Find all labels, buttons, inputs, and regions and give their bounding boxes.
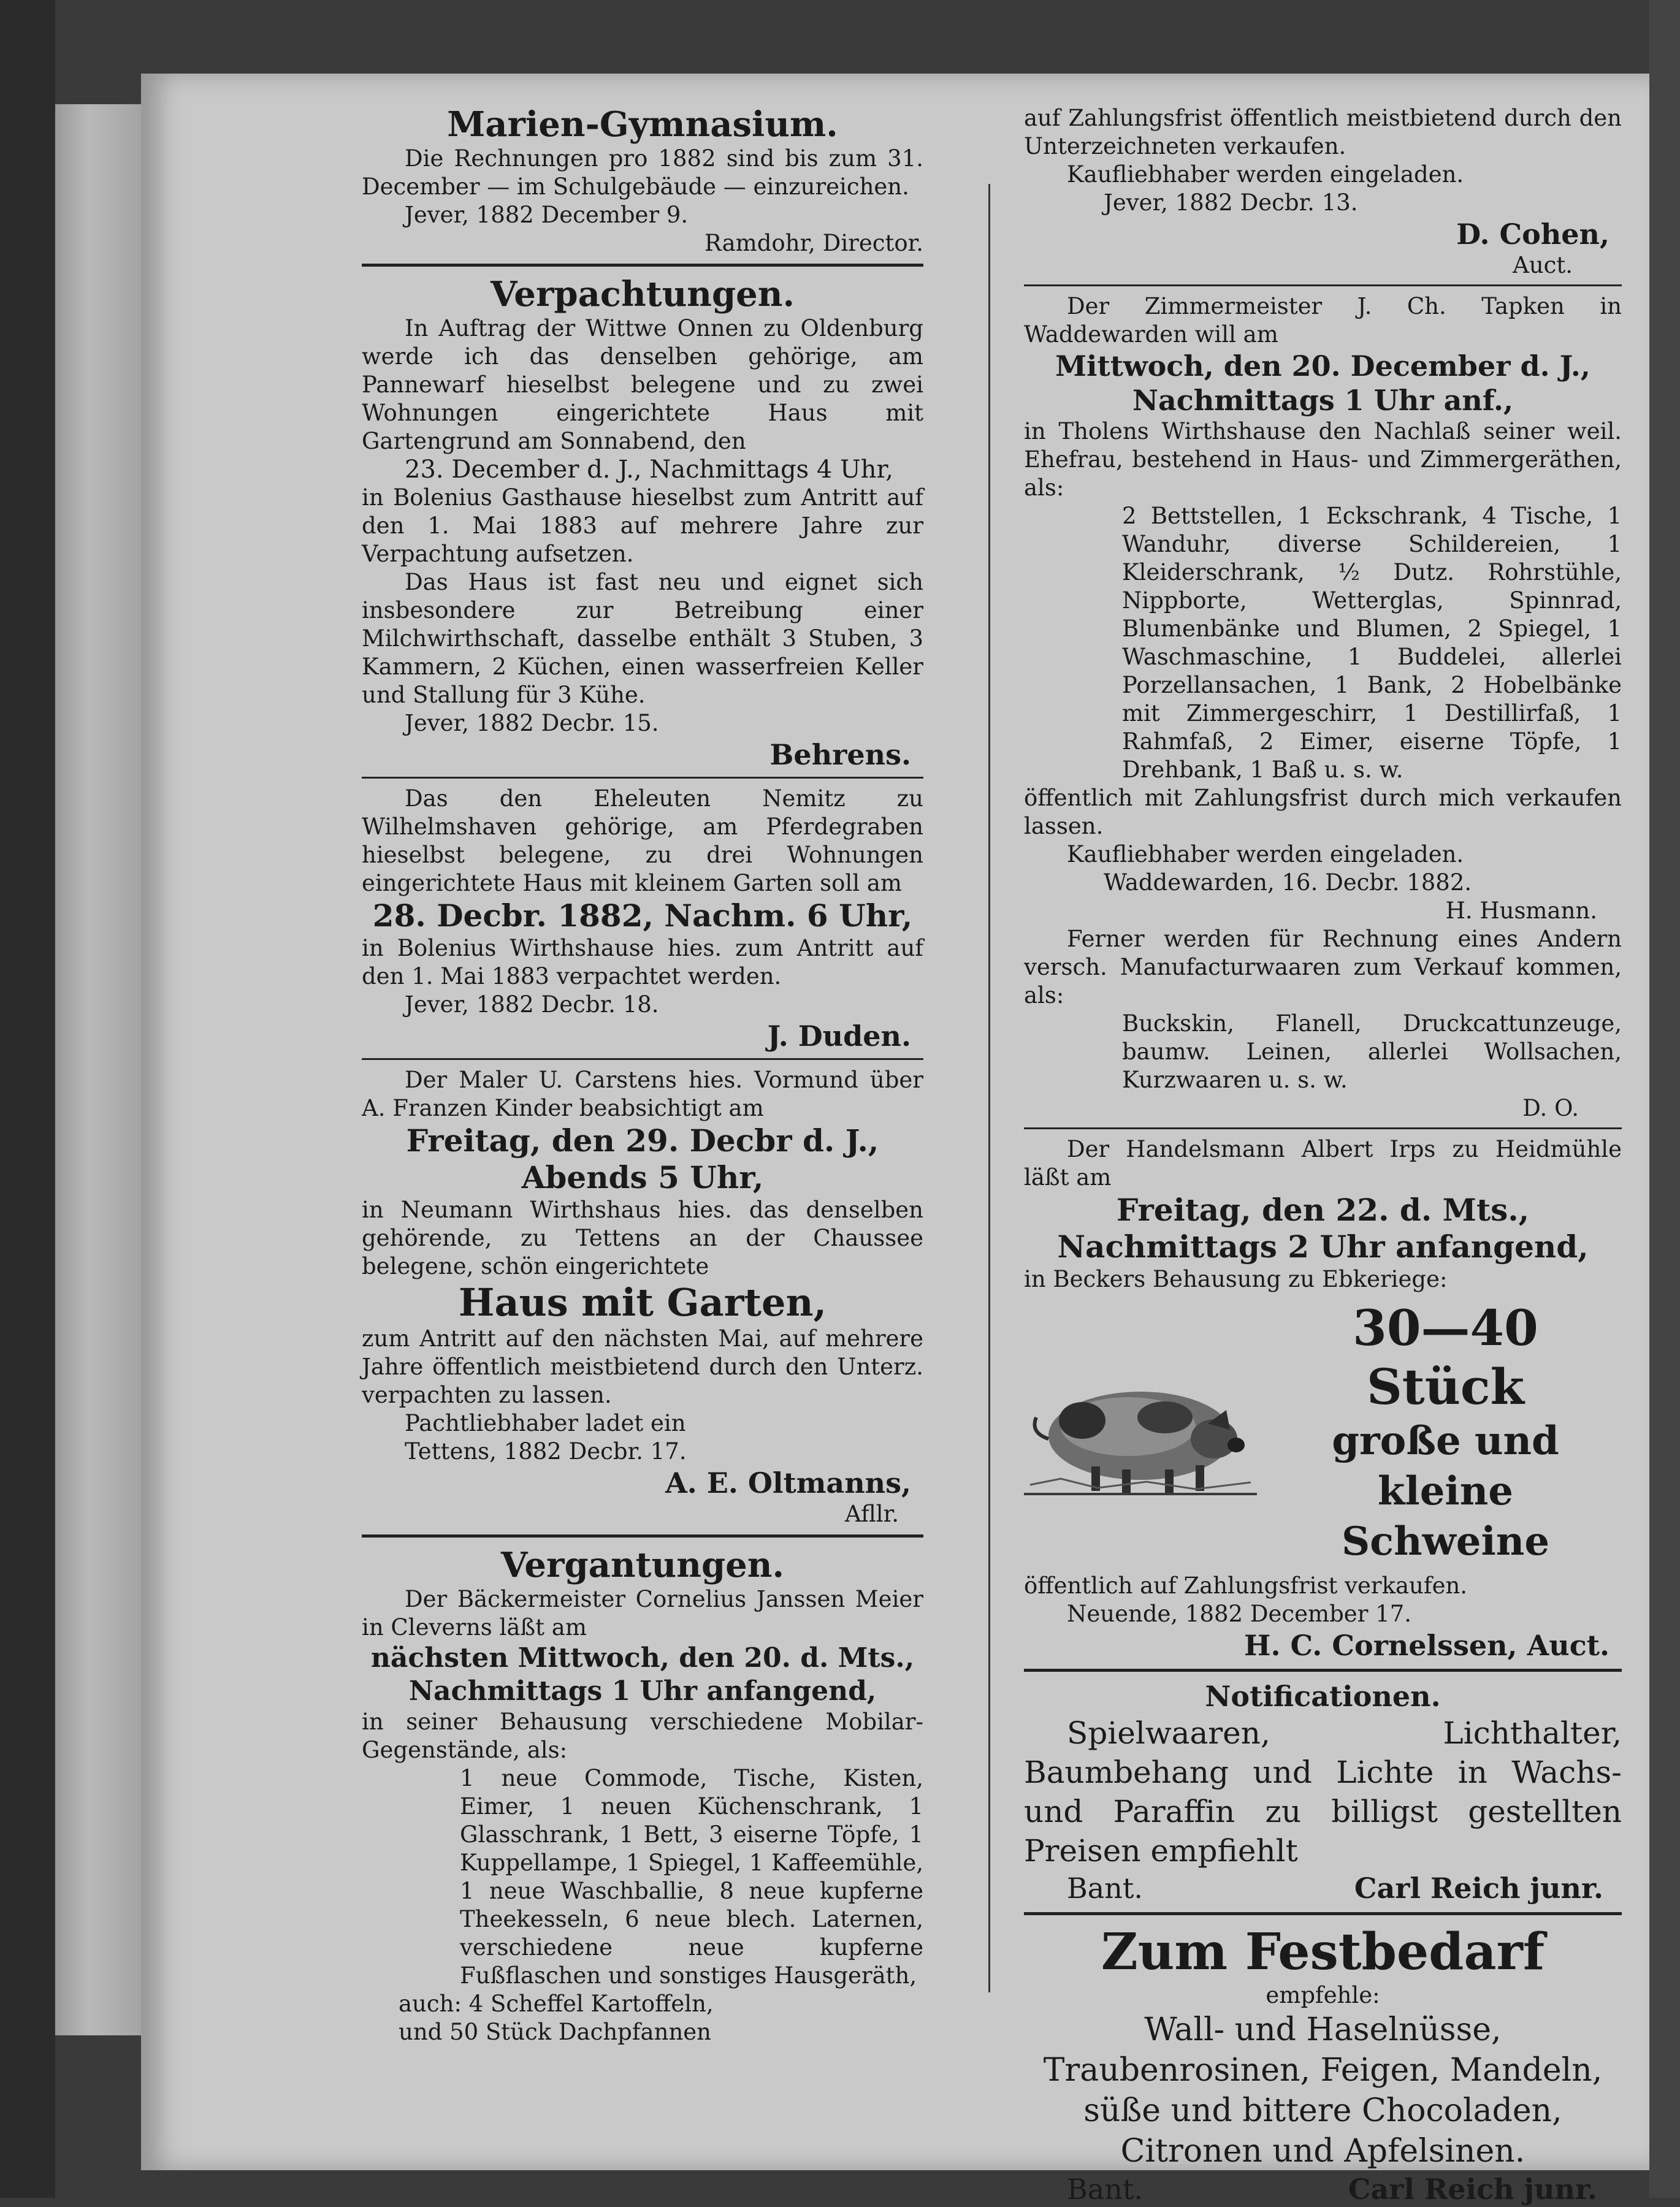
ad-text-3: öffentlich auf Zahlungsfrist verkaufen.	[1024, 1572, 1468, 1599]
ad-signature: Ramdohr, Director.	[704, 230, 923, 256]
ad-place: Bant.	[1067, 1872, 1143, 1905]
left-column	[362, 104, 923, 2046]
ad-text-2: in Bolenius Wirthshause hies. zum Antritt auf den 1. Mai 1883 verpachtet werden.	[362, 935, 923, 989]
ad-date-line-2: Nachmittags 1 Uhr anf.,	[1132, 384, 1514, 417]
ad-date-line-2: Nachmittags 2 Uhr anfangend,	[1057, 1229, 1589, 1265]
section-title: Notificationen.	[1205, 1680, 1441, 1713]
ad-irps	[1024, 1135, 1622, 1663]
ad-signature: H. C. Cornelssen, Auct.	[1244, 1629, 1609, 1662]
ad-place: Bant.	[1067, 2173, 1143, 2206]
ad-signature: Carl Reich junr.	[1348, 2173, 1597, 2206]
section-verpachtungen	[362, 274, 923, 1528]
ad-footer	[1024, 1870, 1622, 1906]
section-notificationen	[1024, 1679, 1622, 1906]
ad-text: Die Rechnungen pro 1882 sind bis zum 31. December — im Schulgebäude — einzureichen.	[362, 145, 923, 200]
ad-signature: D. Cohen,	[1456, 218, 1609, 251]
ad-text: auf Zahlungsfrist öffentlich meistbietend durch den Unterzeichneten verkaufen.	[1024, 105, 1622, 159]
ad-footer	[1024, 2171, 1622, 2207]
ad-date-line-1: Mittwoch, den 20. December d. J.,	[1055, 349, 1590, 383]
ad-cohen	[1024, 104, 1622, 280]
section-title: Verpachtungen.	[491, 274, 795, 314]
ad-items-2: Buckskin, Flanell, Druckcattunzeuge, baumw. Leinen, allerlei Wollsachen, Kurzwaaren u. s. w.	[1122, 1010, 1622, 1093]
ad-date-line-2: Nachmittags 1 Uhr anfangend,	[408, 1675, 877, 1707]
ad-place-date: Jever, 1882 Decbr. 18.	[405, 991, 659, 1018]
ad-text: Der Handelsmann Albert Irps zu Heidmühle läßt am	[1024, 1136, 1622, 1191]
ad-text: Wall- und Haselnüsse, Traubenrosinen, Feigen, Mandeln, süße und bittere Chocoladen, Citronen und Apfelsinen.	[1043, 2011, 1603, 2170]
ad-text-4: Pachtliebhaber ladet ein	[405, 1410, 686, 1436]
ad-signature: Behrens.	[769, 738, 911, 771]
pig-size: große und kleine	[1332, 1418, 1559, 1514]
ad-place-date: Jever, 1882 December 9.	[405, 202, 689, 228]
ad-date-line-1: nächsten Mittwoch, den 20. d. Mts.,	[370, 1642, 915, 1674]
ad-nemitz	[362, 785, 923, 1053]
ad-text-4: Ferner werden für Rechnung eines Andern versch. Manufacturwaaren zum Verkauf kommen, als:	[1024, 926, 1622, 1008]
ad-marien-gymnasium	[362, 104, 923, 257]
ad-date-line-2: Abends 5 Uhr,	[521, 1159, 764, 1195]
ad-text-2: in Neumann Wirthshaus hies. das denselben gehörende, zu Tettens an der Chaussee belegene, schön eingerichtete	[362, 1197, 923, 1279]
ad-date-line-1: Freitag, den 22. d. Mts.,	[1116, 1192, 1530, 1228]
pig-count: 30—40 Stück	[1353, 1299, 1538, 1416]
ad-place-date: Jever, 1882 Decbr. 15.	[405, 710, 659, 736]
ad-text-2: in Bolenius Gasthause hieselbst zum Antritt auf den 1. Mai 1883 auf mehrere Jahre zur Verpachtung aufsetzen.	[362, 484, 923, 567]
ad-festbedarf	[1024, 1923, 1622, 2207]
section-rule	[362, 1534, 923, 1538]
ad-text-2: in Beckers Behausung zu Ebkeriege:	[1024, 1266, 1448, 1292]
right-column	[1024, 104, 1622, 2207]
ad-text-3: zum Antritt auf den nächsten Mai, auf mehrere Jahre öffentlich meistbietend durch den Unterz. verpachten zu lassen.	[362, 1325, 923, 1408]
ad-signature: Carl Reich junr.	[1354, 1872, 1603, 1905]
ad-rule	[362, 777, 923, 779]
ad-rule	[1024, 284, 1622, 286]
section-title: Vergantungen.	[501, 1545, 784, 1585]
scan-dark-edge-left	[0, 0, 55, 2198]
ad-also-1: auch: 4 Scheffel Kartoffeln,	[399, 1991, 714, 2017]
ad-text: Das den Eheleuten Nemitz zu Wilhelmshaven gehörige, am Pferdegraben hieselbst belegene, zu drei Wohnungen eingerichtete Haus mit kleinem Garten soll am	[362, 785, 923, 896]
ad-rule	[1024, 1127, 1622, 1129]
ad-signature-sub: Afllr.	[845, 1501, 899, 1527]
pig-advert	[1024, 1298, 1622, 1567]
ad-items: 2 Bettstellen, 1 Eckschrank, 4 Tische, 1 Wanduhr, diverse Schildereien, 1 Kleiderschrank, ½ Dutz. Rohrstühle, Nippborte, Wetterglas, Spinnrad, Blumenbänke und Blumen, 2 Spiegel, 1 Waschmaschine, 1 Buddelei, allerlei Porzellansachen, 1 Bank, 2 Hobelbänke mit Zimmergeschirr, 1 Destillirfaß, 1 Rahmfaß, 2 Eimer, eiserne Töpfe, 1 Drehbank, 1 Baß u. s. w.	[1122, 503, 1622, 783]
ad-signature-sub: Auct.	[1513, 252, 1573, 278]
ad-date-line: 23. December d. J., Nachmittags 4 Uhr,	[405, 456, 893, 484]
pig-headline	[1269, 1298, 1622, 1567]
ad-invite: Kaufliebhaber werden eingeladen.	[1067, 841, 1464, 867]
scan-dark-edge-right	[1649, 0, 1680, 2198]
ad-signature: H. Husmann.	[1445, 898, 1597, 924]
book-spine	[55, 104, 141, 2035]
ad-text: Der Maler U. Carstens hies. Vormund über A. Franzen Kinder beabsichtigt am	[362, 1067, 923, 1121]
ad-text-2: in seiner Behausung verschiedene Mobilar-Gegenstände, als:	[362, 1709, 923, 1763]
ad-items: 1 neue Commode, Tische, Kisten, Eimer, 1 neuen Küchenschrank, 1 Glasschrank, 1 Bett, 3 eiserne Töpfe, 1 Kuppellampe, 1 Spiegel, 1 Kaffeemühle, 1 neue Waschballie, 8 neue kupferne Theekesseln, 6 neue blech. Laternen, verschiedene neue kupferne Fußflaschen und sonstiges Hausgeräth,	[460, 1765, 923, 1989]
section-rule	[1024, 1912, 1622, 1915]
ad-title: Marien-Gymnasium.	[447, 104, 838, 145]
pig-word: Schweine	[1341, 1519, 1550, 1565]
ad-title: Zum Festbedarf	[1101, 1923, 1545, 1981]
ad-invite: Kaufliebhaber werden eingeladen.	[1067, 161, 1464, 188]
section-vergantungen	[362, 1545, 923, 2046]
ad-tapken	[1024, 292, 1622, 1123]
pig-illustration-icon	[1024, 1362, 1257, 1503]
ad-text-3: öffentlich mit Zahlungsfrist durch mich verkaufen lassen.	[1024, 785, 1622, 839]
ad-place-date: Tettens, 1882 Decbr. 17.	[405, 1438, 687, 1465]
ad-place-date: Jever, 1882 Decbr. 13.	[1104, 189, 1358, 216]
ad-highlight: Haus mit Garten,	[458, 1280, 827, 1325]
ad-initials: D. O.	[1522, 1095, 1579, 1121]
ad-text: Der Zimmermeister J. Ch. Tapken in Waddewarden will am	[1024, 293, 1622, 348]
ad-text-3: Das Haus ist fast neu und eignet sich insbesondere zur Betreibung einer Milchwirthschaft, dasselbe enthält 3 Stuben, 3 Kammern, 2 Küchen, einen wasserfreien Keller und Stallung für 3 Kühe.	[362, 569, 923, 708]
section-rule	[1024, 1669, 1622, 1672]
ad-rule	[362, 1058, 923, 1060]
ad-signature: J. Duden.	[767, 1020, 911, 1053]
ad-place-date: Neuende, 1882 December 17.	[1067, 1601, 1411, 1627]
ad-also-2: und 50 Stück Dachpfannen	[399, 2019, 711, 2045]
ad-carstens	[362, 1066, 923, 1528]
ad-place-date: Waddewarden, 16. Decbr. 1882.	[1104, 869, 1472, 896]
ad-onnen	[362, 314, 923, 772]
ad-subtitle: empfehle:	[1266, 1982, 1380, 2008]
ad-text: Der Bäckermeister Cornelius Janssen Meier in Cleverns läßt am	[362, 1586, 923, 1641]
column-divider	[988, 184, 990, 1992]
ad-text-2: in Tholens Wirthshause den Nachlaß seiner weil. Ehefrau, bestehend in Haus- und Zimmergeräthen, als:	[1024, 418, 1622, 501]
ad-date-line: 28. Decbr. 1882, Nachm. 6 Uhr,	[372, 898, 913, 934]
ad-date-line-1: Freitag, den 29. Decbr d. J.,	[406, 1123, 879, 1159]
ad-text: In Auftrag der Wittwe Onnen zu Oldenburg werde ich das denselben gehörige, am Pannewarf hieselbst belegene und zu zwei Wohnungen eingerichtete Haus mit Gartengrund am Sonnabend, den	[362, 315, 923, 454]
ad-signature: A. E. Oltmanns,	[665, 1466, 911, 1500]
ad-text: Spielwaaren, Lichthalter, Baumbehang und Lichte in Wachs- und Paraffin zu billigst gestellten Preisen empfiehlt	[1024, 1715, 1622, 1869]
section-rule	[362, 264, 923, 267]
